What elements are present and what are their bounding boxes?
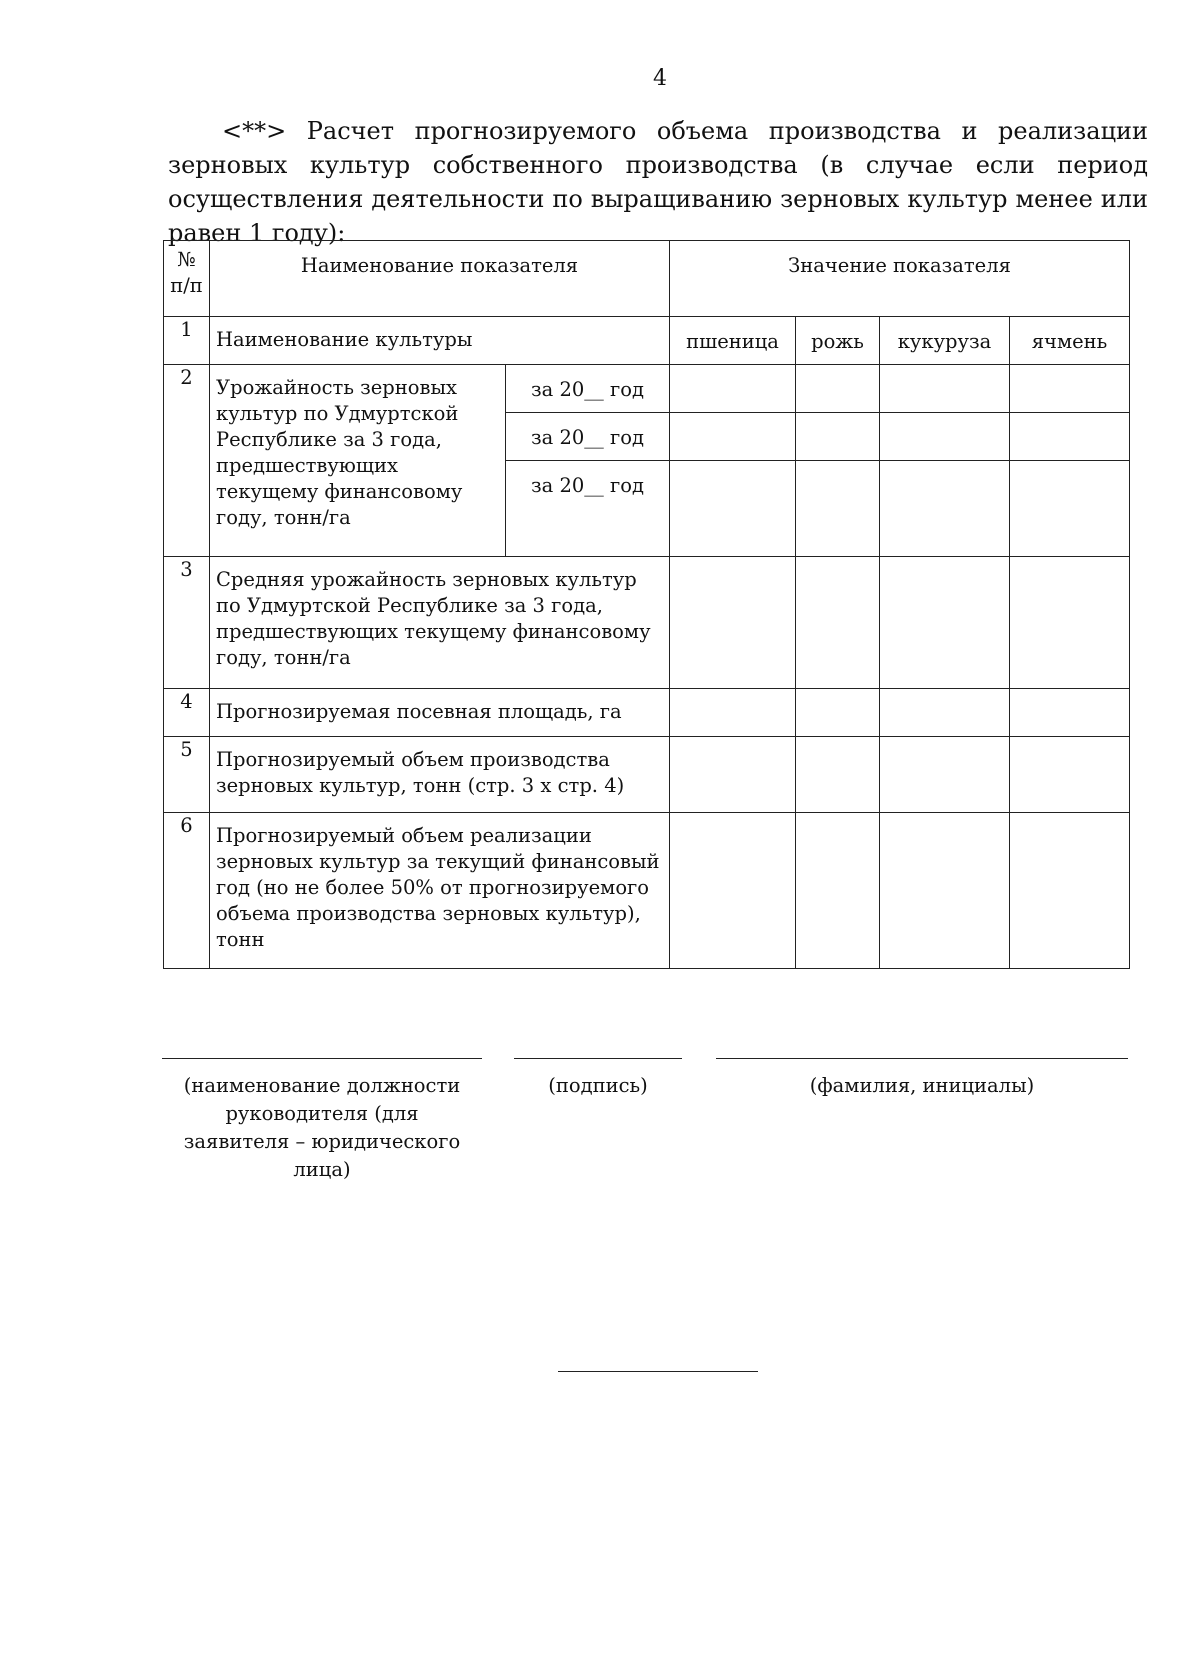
crop-rye: рожь (796, 317, 880, 365)
value-cell (670, 557, 796, 689)
crop-corn: кукуруза (880, 317, 1010, 365)
value-cell (670, 461, 796, 557)
signature-line (514, 1058, 682, 1059)
row-num: 3 (164, 557, 210, 689)
name-label: (фамилия, инициалы) (809, 1074, 1035, 1097)
page-number: 4 (653, 66, 667, 91)
header-num: № п/п (164, 241, 210, 317)
name-signature-line (716, 1058, 1128, 1059)
header-value: Значение показателя (670, 241, 1130, 317)
table-row (164, 557, 1130, 689)
row-num: 1 (164, 317, 210, 365)
table-header-row (164, 241, 1130, 317)
value-cell (880, 737, 1010, 813)
value-cell (670, 365, 796, 413)
row-label: Прогнозируемый объем производства зерновых культур, тонн (стр. 3 х стр. 4) (210, 737, 670, 813)
value-cell (1010, 413, 1130, 461)
row-num: 2 (164, 365, 210, 557)
row-label: Средняя урожайность зерновых культур по Удмуртской Республике за 3 года, предшествующих текущему финансовому году, тонн/га (210, 557, 670, 689)
position-label: (наименование должности руководителя (для заявителя – юридического лица) (183, 1074, 461, 1181)
value-cell (1010, 461, 1130, 557)
value-cell (796, 365, 880, 413)
value-cell (796, 813, 880, 969)
year-cell: за 20__ год (506, 413, 670, 461)
value-cell (670, 737, 796, 813)
value-cell (796, 413, 880, 461)
calculation-table (163, 240, 1130, 969)
year-cell: за 20__ год (506, 461, 670, 557)
value-cell (796, 461, 880, 557)
value-cell (1010, 365, 1130, 413)
header-name: Наименование показателя (210, 241, 670, 317)
row-label: Прогнозируемая посевная площадь, га (210, 689, 670, 737)
row-label: Урожайность зерновых культур по Удмуртской Республике за 3 года, предшествующих текущему финансовому году, тонн/га (210, 365, 506, 557)
table-row (164, 813, 1130, 969)
value-cell (1010, 689, 1130, 737)
value-cell (1010, 813, 1130, 969)
crop-wheat: пшеница (670, 317, 796, 365)
intro-paragraph: <**> Расчет прогнозируемого объема производства и реализации зерновых культур собственного производства (в случае если период осуществления деятельности по выращиванию зерновых культур менее или равен 1 году): (168, 117, 1148, 247)
signature-label: (подпись) (548, 1074, 648, 1097)
value-cell (1010, 557, 1130, 689)
row-label: Наименование культуры (210, 317, 670, 365)
value-cell (880, 461, 1010, 557)
value-cell (670, 413, 796, 461)
row-num: 5 (164, 737, 210, 813)
value-cell (796, 557, 880, 689)
value-cell (880, 413, 1010, 461)
table-row (164, 317, 1130, 365)
end-line (558, 1371, 758, 1372)
row-num: 4 (164, 689, 210, 737)
value-cell (796, 737, 880, 813)
crop-barley: ячмень (1010, 317, 1130, 365)
row-num: 6 (164, 813, 210, 969)
value-cell (1010, 737, 1130, 813)
value-cell (670, 813, 796, 969)
table-row (164, 365, 1130, 413)
year-cell: за 20__ год (506, 365, 670, 413)
value-cell (796, 689, 880, 737)
position-signature-line (162, 1058, 482, 1059)
value-cell (880, 557, 1010, 689)
table-row (164, 689, 1130, 737)
row-label: Прогнозируемый объем реализации зерновых культур за текущий финансовый год (но не более 50% от прогнозируемого объема производства зерновых культур), тонн (210, 813, 670, 969)
table-row (164, 737, 1130, 813)
value-cell (880, 689, 1010, 737)
value-cell (670, 689, 796, 737)
value-cell (880, 365, 1010, 413)
value-cell (880, 813, 1010, 969)
